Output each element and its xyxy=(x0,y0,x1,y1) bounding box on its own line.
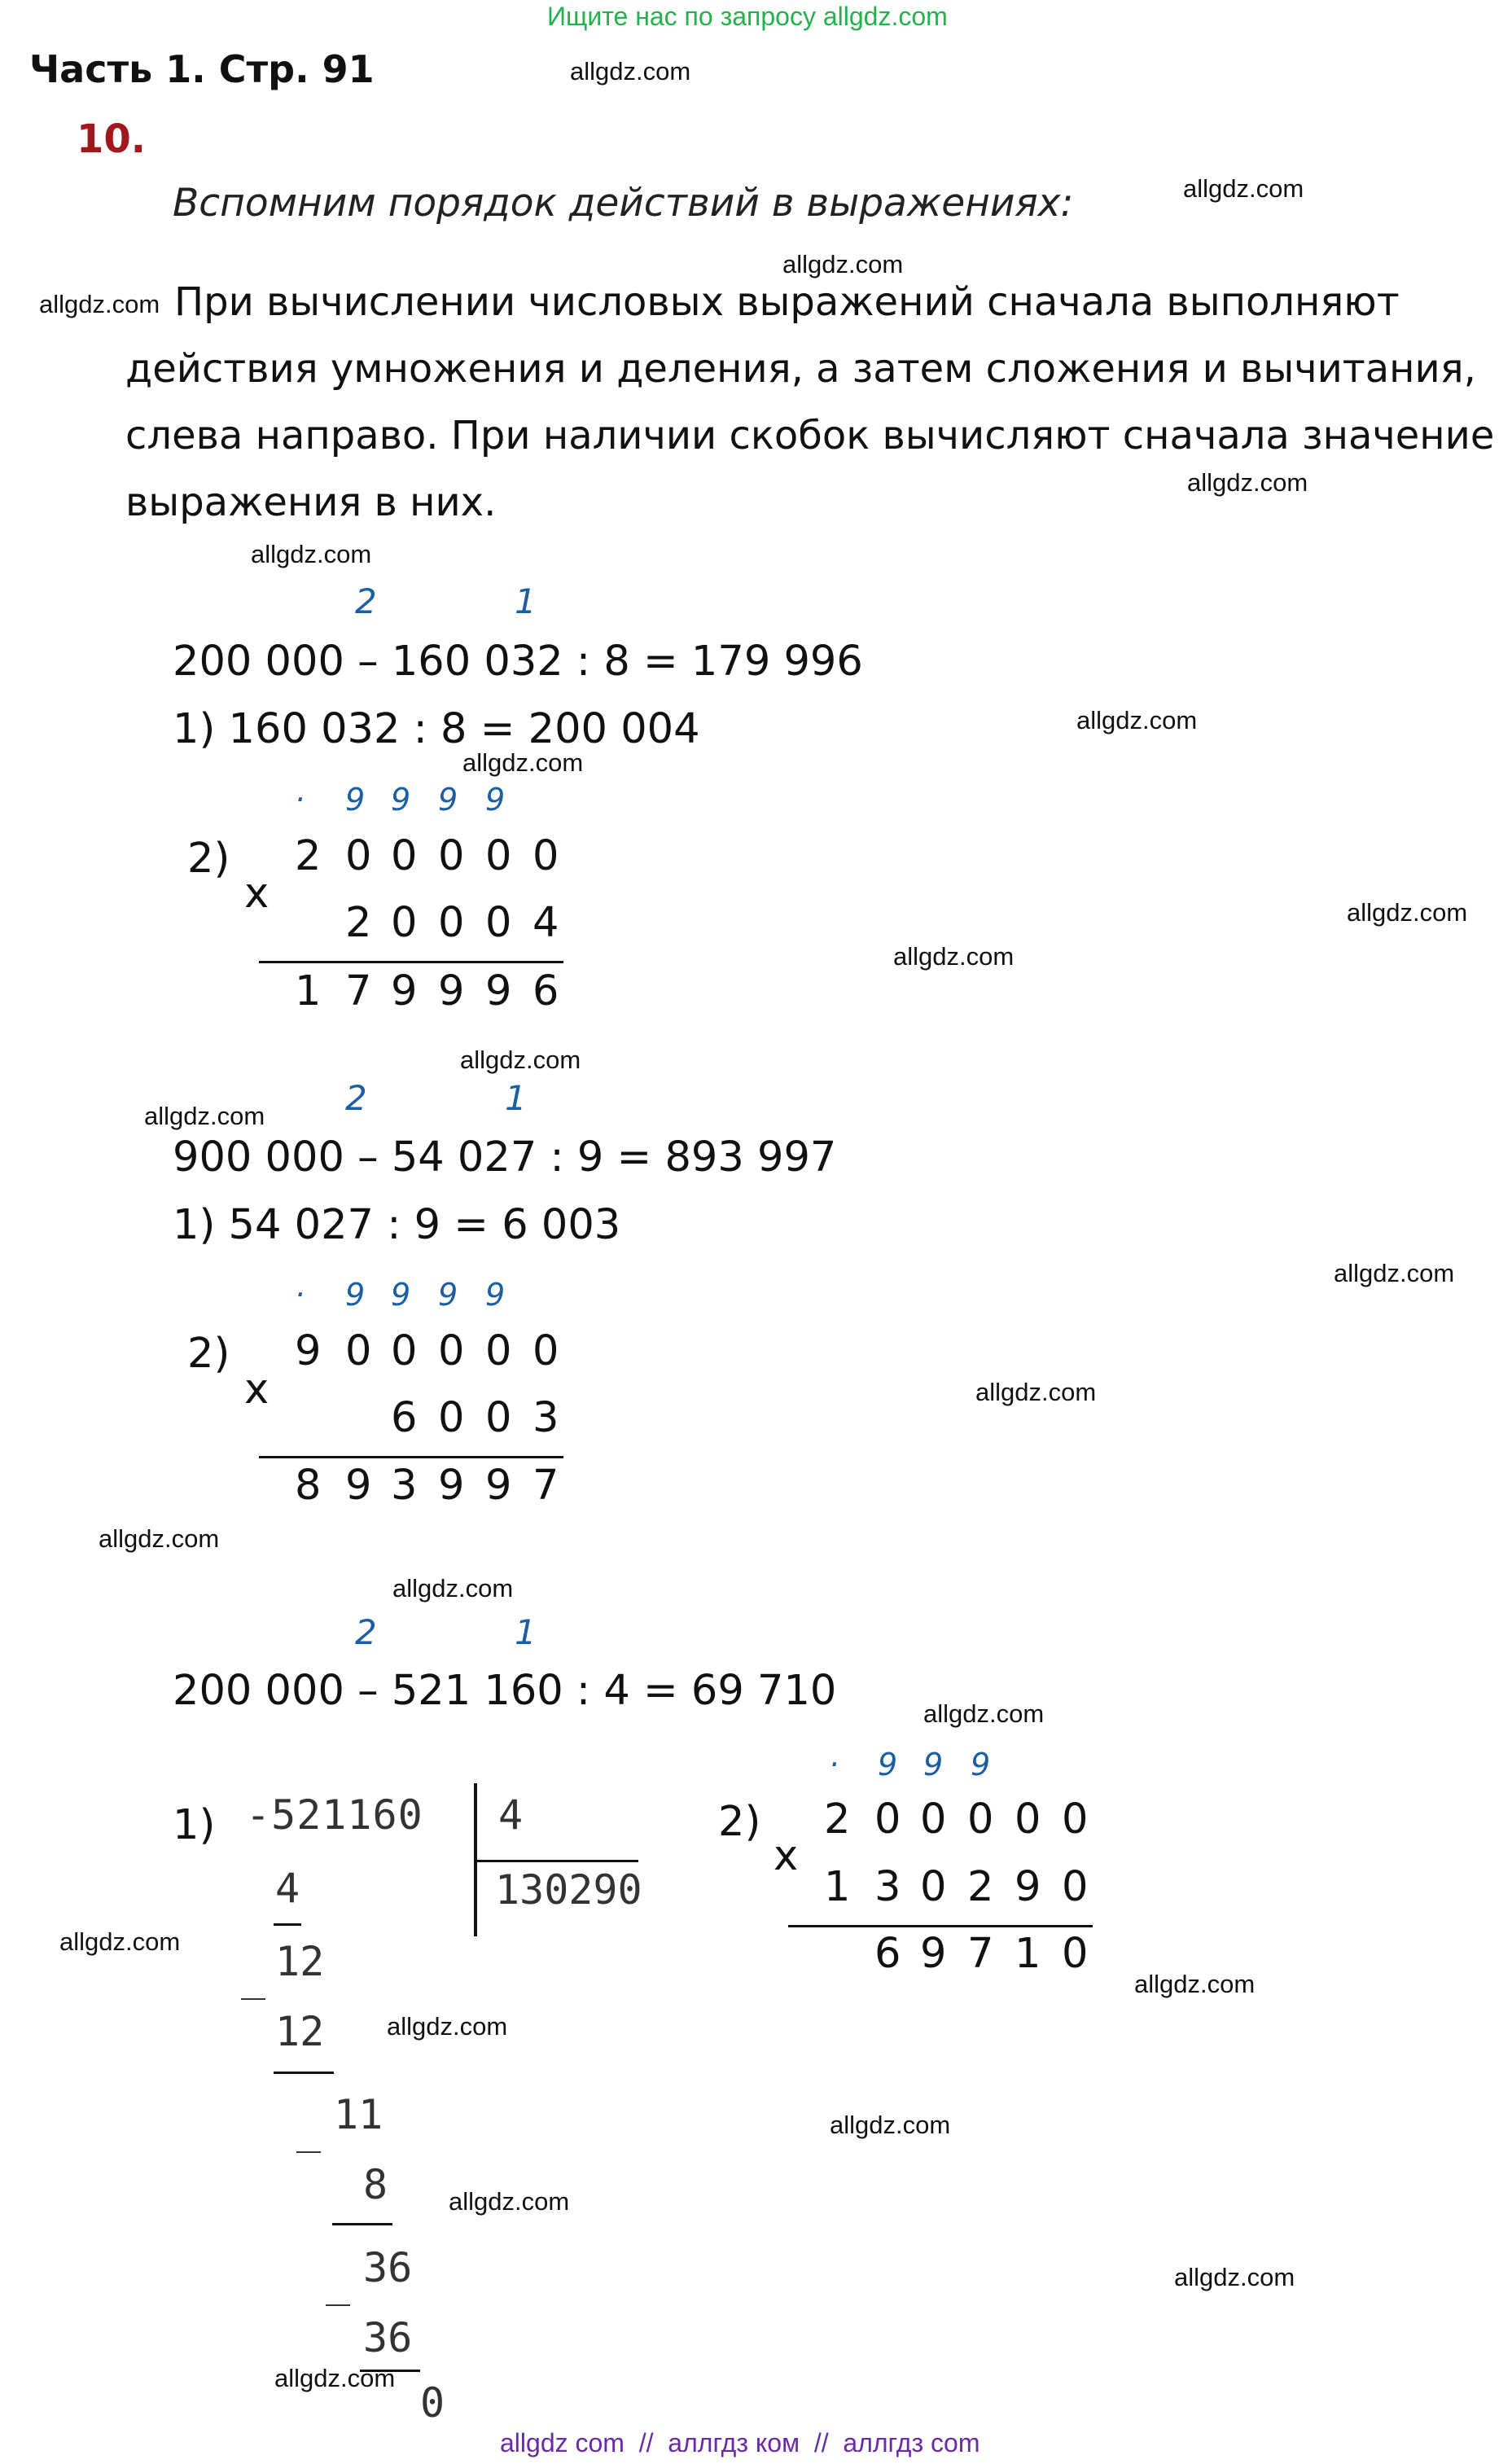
minuend-digit: 0 xyxy=(532,832,559,880)
subtrahend-digit: 3 xyxy=(874,1863,901,1911)
watermark: allgdz.com xyxy=(1076,706,1198,734)
subtrahend-digit: 0 xyxy=(438,899,465,947)
rule-line-2: действия умножения и деления, а затем сложения и вычитания, xyxy=(125,346,1476,392)
minuend-digit: 0 xyxy=(391,832,418,880)
result-digit: 9 xyxy=(438,967,465,1015)
subtrahend-digit: 9 xyxy=(1015,1863,1041,1911)
result-digit: 9 xyxy=(438,1462,465,1510)
minuend-digit: 0 xyxy=(920,1795,947,1844)
division-step: 12 xyxy=(275,2008,325,2055)
minuend-digit: 0 xyxy=(345,832,372,880)
watermark: allgdz.com xyxy=(830,2111,951,2139)
division-step: 8 xyxy=(363,2161,388,2208)
watermark: allgdz.com xyxy=(462,748,584,777)
step-1: 1) 160 032 : 8 = 200 004 xyxy=(173,705,700,753)
division-step: 36 xyxy=(363,2244,413,2291)
minus-sign: _ xyxy=(326,2259,351,2306)
minuend-digit: 0 xyxy=(485,832,512,880)
result-digit: 1 xyxy=(1015,1930,1041,1978)
carry-digit: 9 xyxy=(345,1277,366,1313)
subtrahend-digit: 2 xyxy=(345,899,372,947)
watermark: allgdz.com xyxy=(893,942,1015,971)
minuend-digit: 0 xyxy=(438,832,465,880)
result-digit: 9 xyxy=(391,967,418,1015)
subtrahend-digit: 0 xyxy=(438,1394,465,1442)
subtrahend-digit: 0 xyxy=(920,1863,947,1911)
footer-links[interactable]: allgdz com // аллгдз ком // аллгдз com xyxy=(500,2428,980,2457)
order-mark: 1 xyxy=(515,581,537,621)
division-step: 11 xyxy=(334,2091,383,2138)
carry-digit: 9 xyxy=(345,782,366,818)
carry-digit: 9 xyxy=(878,1747,898,1782)
subtrahend-digit: 4 xyxy=(532,899,559,947)
minuend-digit: 0 xyxy=(1015,1795,1041,1844)
watermark: allgdz.com xyxy=(392,1574,514,1602)
minuend-digit: 2 xyxy=(295,832,322,880)
subtrahend-digit: 0 xyxy=(485,1394,512,1442)
watermark: allgdz.com xyxy=(59,1927,181,1956)
result-digit: 3 xyxy=(391,1462,418,1510)
result-digit: 8 xyxy=(295,1462,322,1510)
watermark: allgdz.com xyxy=(1183,174,1304,203)
remainder: 0 xyxy=(420,2379,445,2427)
division-step-line xyxy=(332,2223,392,2225)
minuend-digit: 0 xyxy=(438,1327,465,1375)
carry-digit: 9 xyxy=(391,782,411,818)
order-mark: 1 xyxy=(505,1078,527,1118)
expression: 200 000 – 160 032 : 8 = 179 996 xyxy=(173,638,863,686)
order-mark: 2 xyxy=(355,1612,377,1652)
result-line xyxy=(259,961,563,963)
watermark: allgdz.com xyxy=(1134,1970,1256,1998)
intro-text: Вспомним порядок действий в выражениях: xyxy=(173,181,1074,226)
result-line xyxy=(788,1925,1093,1927)
top-banner[interactable]: Ищите нас по запросу allgdz.com xyxy=(547,2,948,31)
operation-sign: x xyxy=(244,1366,270,1414)
watermark: allgdz.com xyxy=(99,1524,220,1553)
watermark: allgdz.com xyxy=(387,2012,508,2041)
minuend-digit: 9 xyxy=(295,1327,322,1375)
watermark: allgdz.com xyxy=(460,1046,581,1074)
minuend-digit: 2 xyxy=(824,1795,851,1844)
result-digit: 7 xyxy=(345,967,372,1015)
result-digit: 6 xyxy=(874,1930,901,1978)
dividend: -521160 xyxy=(246,1791,423,1839)
carry-dot: · xyxy=(295,782,305,818)
step-2-label: 2) xyxy=(187,1330,230,1378)
minuend-digit: 0 xyxy=(391,1327,418,1375)
result-digit: 9 xyxy=(920,1930,947,1978)
minus-sign: _ xyxy=(241,1953,266,2000)
minuend-digit: 0 xyxy=(485,1327,512,1375)
minus-sign: _ xyxy=(296,2106,322,2153)
watermark: allgdz.com xyxy=(449,2187,570,2216)
result-digit: 9 xyxy=(345,1462,372,1510)
subtrahend-digit: 6 xyxy=(391,1394,418,1442)
divisor: 4 xyxy=(498,1791,524,1839)
rule-line-3: слева направо. При наличии скобок вычисляют сначала значение xyxy=(125,413,1495,458)
carry-digit: 9 xyxy=(485,782,506,818)
division-bar-horizontal xyxy=(476,1860,638,1862)
result-digit: 1 xyxy=(295,967,322,1015)
carry-digit: 9 xyxy=(438,1277,458,1313)
watermark: allgdz.com xyxy=(1187,468,1308,497)
subtrahend-digit: 3 xyxy=(532,1394,559,1442)
division-step: 36 xyxy=(363,2314,413,2361)
page-heading: Часть 1. Стр. 91 xyxy=(29,47,375,91)
carry-digit: 9 xyxy=(485,1277,506,1313)
step-1-label: 1) xyxy=(173,1801,216,1849)
watermark: allgdz.com xyxy=(251,540,372,568)
operation-sign: x xyxy=(244,870,270,918)
result-digit: 9 xyxy=(485,967,512,1015)
result-line xyxy=(259,1456,563,1458)
watermark: allgdz.com xyxy=(1174,2263,1295,2291)
division-step-line xyxy=(274,2072,334,2074)
order-mark: 1 xyxy=(515,1612,537,1652)
result-digit: 7 xyxy=(532,1462,559,1510)
expression: 200 000 – 521 160 : 4 = 69 710 xyxy=(173,1667,837,1715)
subtrahend-digit: 0 xyxy=(485,899,512,947)
watermark: allgdz.com xyxy=(144,1102,265,1130)
operation-sign: x xyxy=(774,1832,799,1880)
watermark: allgdz.com xyxy=(1347,898,1468,927)
watermark: allgdz.com xyxy=(1334,1259,1455,1287)
division-step: 12 xyxy=(275,1938,325,1985)
division-step-line xyxy=(274,1923,301,1926)
order-mark: 2 xyxy=(355,581,377,621)
carry-digit: 9 xyxy=(923,1747,944,1782)
minuend-digit: 0 xyxy=(345,1327,372,1375)
subtrahend-digit: 2 xyxy=(967,1863,994,1911)
watermark: allgdz.com xyxy=(39,290,160,318)
result-digit: 9 xyxy=(485,1462,512,1510)
minuend-digit: 0 xyxy=(967,1795,994,1844)
watermark: allgdz.com xyxy=(975,1378,1097,1406)
rule-line-4: выражения в них. xyxy=(125,480,497,525)
expression: 900 000 – 54 027 : 9 = 893 997 xyxy=(173,1133,837,1182)
subtrahend-digit: 0 xyxy=(391,899,418,947)
carry-dot: · xyxy=(829,1747,839,1782)
carry-digit: 9 xyxy=(438,782,458,818)
order-mark: 2 xyxy=(345,1078,367,1118)
result-digit: 7 xyxy=(967,1930,994,1978)
watermark: allgdz.com xyxy=(274,2364,396,2392)
carry-digit: 9 xyxy=(391,1277,411,1313)
watermark: allgdz.com xyxy=(570,57,691,85)
step-1: 1) 54 027 : 9 = 6 003 xyxy=(173,1201,621,1249)
division-step: 4 xyxy=(275,1865,300,1912)
minuend-digit: 0 xyxy=(532,1327,559,1375)
rule-line-1: При вычислении числовых выражений сначала выполняют xyxy=(174,279,1400,325)
carry-dot: · xyxy=(295,1277,305,1313)
result-digit: 6 xyxy=(532,967,559,1015)
watermark: allgdz.com xyxy=(923,1699,1045,1728)
step-2-label: 2) xyxy=(187,835,230,883)
quotient: 130290 xyxy=(495,1866,642,1914)
carry-digit: 9 xyxy=(971,1747,991,1782)
result-digit: 0 xyxy=(1062,1930,1089,1978)
task-number: 10. xyxy=(77,116,147,162)
minuend-digit: 0 xyxy=(1062,1795,1089,1844)
watermark: allgdz.com xyxy=(782,250,904,278)
subtrahend-digit: 1 xyxy=(824,1863,851,1911)
subtrahend-digit: 0 xyxy=(1062,1863,1089,1911)
minuend-digit: 0 xyxy=(874,1795,901,1844)
step-2-label: 2) xyxy=(718,1798,761,1846)
